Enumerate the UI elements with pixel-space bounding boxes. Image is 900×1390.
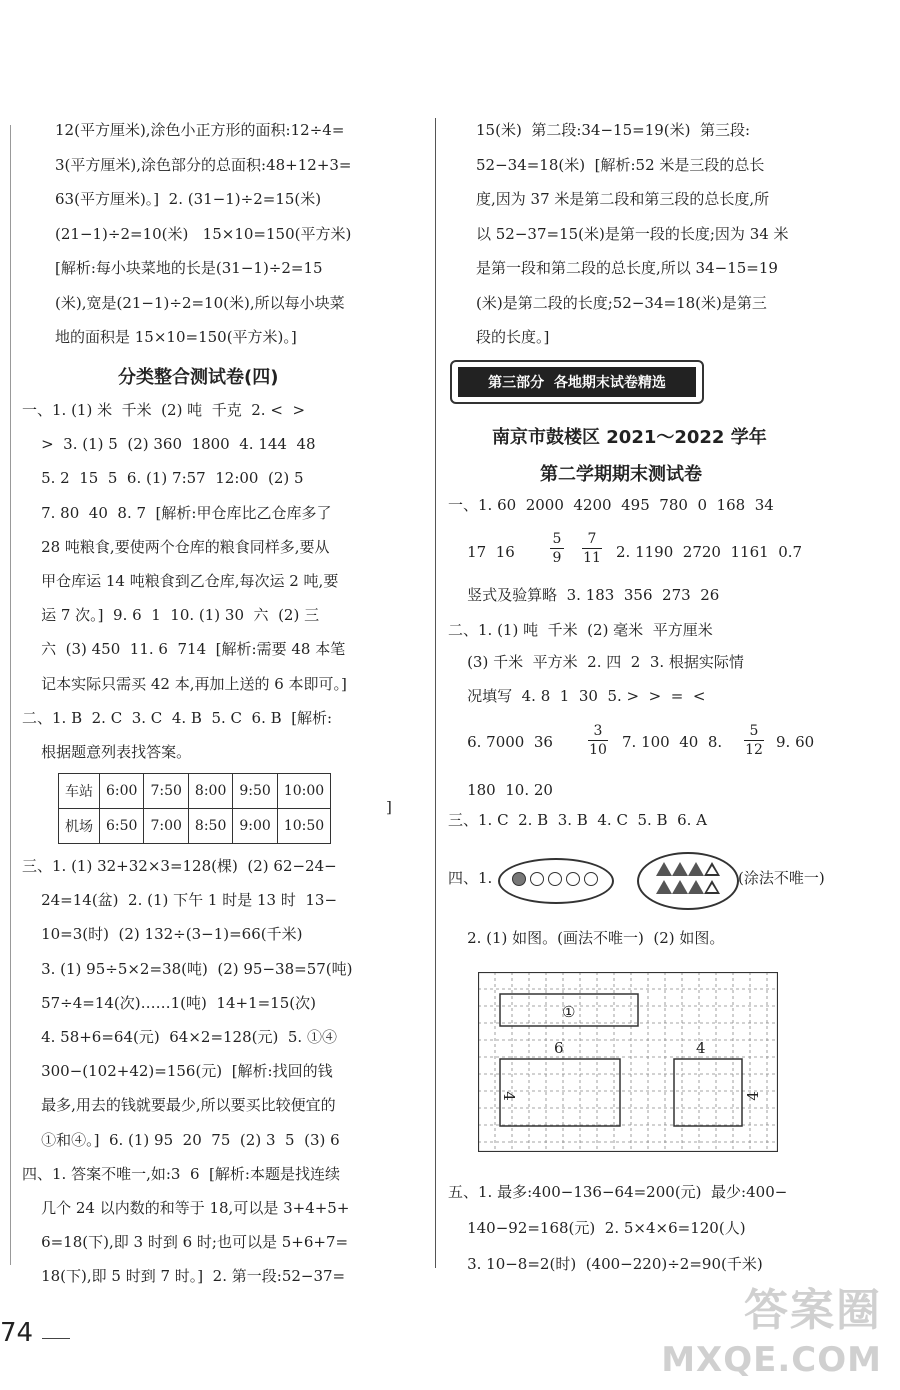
timetable <box>58 773 331 844</box>
table-cell: 7:00 <box>144 809 188 844</box>
text-line: 一、1. (1) 米 千米 (2) 吨 千克 2. < > <box>22 401 306 419</box>
text-line: 4. 58+6=64(元) 64×2=128(元) 5. ①④ <box>22 1028 337 1046</box>
text-line: 57÷4=14(次)……1(吨) 14+1=15(次) <box>22 993 316 1012</box>
fraction-3-10 <box>588 722 608 759</box>
text-line: (米)是第二段的长度;52−34=18(米)是第三 <box>476 293 767 312</box>
page-number: 74 <box>0 1318 34 1348</box>
text-line: 3. 10−8=2(时) (400−220)÷2=90(千米) <box>448 1255 763 1273</box>
text-line: 度,因为 37 米是第二段和第三段的总长度,所 <box>476 190 770 208</box>
text-line: 52−34=18(米) [解析:52 米是三段的总长 <box>476 155 765 174</box>
table-bracket: ] <box>386 798 392 816</box>
text-line: 记本实际只需买 42 本,再加上送的 6 本即可。] <box>22 674 347 693</box>
text-line: ①和④。] 6. (1) 95 20 75 (2) 3 5 (3) 6 <box>22 1130 340 1149</box>
text-line: 四、1. <box>448 869 493 887</box>
section-banner <box>450 360 704 404</box>
filled-triangle-icon <box>656 880 672 894</box>
text-line: 6=18(下),即 3 时到 6 时;也可以是 5+6+7= <box>22 1233 349 1252</box>
text-line: 63(平方厘米)。] 2. (31−1)÷2=15(米) <box>55 190 322 208</box>
row-label-station: 车站 <box>59 774 100 809</box>
empty-circle-icon <box>548 872 562 886</box>
text-line: 地的面积是 15×10=150(平方米)。] <box>55 328 297 346</box>
exam-title-line1: 南京市鼓楼区 2021～2022 学年 <box>492 427 767 448</box>
text-line: 7. 80 40 8. 7 [解析:甲仓库比乙仓库多了 <box>22 503 332 522</box>
text-line: 三、1. (1) 32+32×3=128(棵) (2) 62−24− <box>22 857 337 875</box>
watermark-url: MXQE.COM <box>661 1340 882 1380</box>
text-line: [解析:每小块菜地的长是(31−1)÷2=15 <box>55 259 323 277</box>
fraction-numerator: 7 <box>587 531 597 547</box>
table-cell: 7:50 <box>144 774 188 809</box>
text-line: 180 10. 20 <box>448 781 553 799</box>
answer-line-tail: 9. 60 <box>776 733 815 751</box>
empty-triangle-icon <box>704 862 720 876</box>
empty-circle-icon <box>584 872 598 886</box>
table-row <box>59 774 331 809</box>
text-line: 四、1. 答案不唯一,如:3 6 [解析:本题是找连续 <box>22 1164 340 1183</box>
text-line: 3. (1) 95÷5×2=38(吨) (2) 95−38=57(吨) <box>22 959 353 978</box>
fraction-denominator: 11 <box>583 550 601 566</box>
text-line: 几个 24 以内数的和等于 18,可以是 3+4+5+ <box>22 1199 350 1217</box>
text-line: 3(平方厘米),涂色部分的总面积:48+12+3= <box>55 155 352 174</box>
text-line: 18(下),即 5 时到 7 时。] 2. 第一段:52−37= <box>22 1267 346 1286</box>
length-label-4: 4 <box>696 1039 706 1057</box>
table-cell: 8:50 <box>188 809 232 844</box>
text-line: 以 52−37=15(米)是第一段的长度;因为 34 米 <box>476 224 789 243</box>
filled-triangle-icon <box>656 862 672 876</box>
text-line: 运 7 次。] 9. 6 1 10. (1) 30 六 (2) 三 <box>22 606 320 625</box>
text-line: 2. (1) 如图。(画法不唯一) (2) 如图。 <box>448 929 725 947</box>
text-line: 段的长度。] <box>476 328 550 346</box>
length-label-6: 6 <box>554 1039 564 1057</box>
fraction-numerator: 5 <box>749 723 759 739</box>
column-divider <box>435 118 436 1268</box>
fraction-7-11 <box>582 530 602 567</box>
text-line: 六 (3) 450 11. 6 714 [解析:需要 48 本笔 <box>22 640 346 659</box>
text-line: 二、1. B 2. C 3. C 4. B 5. C 6. B [解析: <box>22 708 333 727</box>
text-line: 17 16 <box>448 543 515 561</box>
text-line: 140−92=168(元) 2. 5×4×6=120(人) <box>448 1219 746 1237</box>
text-line: (米),宽是(21−1)÷2=10(米),所以每小块菜 <box>55 293 345 312</box>
fraction-numerator: 5 <box>552 531 562 547</box>
text-line: 12(平方厘米),涂色小正方形的面积:12÷4= <box>55 121 345 139</box>
fraction-denominator: 12 <box>745 742 763 758</box>
text-line: 28 吨粮食,要使两个仓库的粮食同样多,要从 <box>22 537 330 556</box>
left-section-heading: 分类整合测试卷(四) <box>118 367 279 388</box>
text-line: 10=3(时) (2) 132÷(3−1)=66(千米) <box>22 925 303 944</box>
text-line: 况填写 4. 8 1 30 5. > > = < <box>448 687 706 705</box>
grid-figure <box>478 972 778 1152</box>
filled-circle-icon <box>512 872 526 886</box>
filled-triangle-icon <box>688 862 704 876</box>
page-number-rule <box>42 1338 70 1339</box>
text-line: 一、1. 60 2000 4200 495 780 0 168 34 <box>448 496 774 514</box>
text-line: 最多,用去的钱就要最少,所以要买比较便宜的 <box>22 1096 336 1115</box>
empty-circle-icon <box>566 872 580 886</box>
filled-triangle-icon <box>688 880 704 894</box>
fraction-denominator: 9 <box>550 548 564 567</box>
text-line: 6. 7000 36 <box>448 733 553 751</box>
answer-line-tail: 2. 1190 2720 1161 0.7 <box>616 543 803 561</box>
table-row <box>59 809 331 844</box>
filled-triangle-icon <box>672 862 688 876</box>
text-line: 二、1. (1) 吨 千米 (2) 毫米 平方厘米 <box>448 621 713 639</box>
row-label-airport: 机场 <box>59 809 100 844</box>
width-label-4-left: 4 <box>499 1091 518 1101</box>
table-cell: 9:50 <box>233 774 277 809</box>
text-line: 300−(102+42)=156(元) [解析:找回的钱 <box>22 1062 333 1081</box>
table-cell: 6:50 <box>100 809 144 844</box>
text-line: 根据题意列表找答案。 <box>22 743 192 761</box>
empty-circle-icon <box>530 872 544 886</box>
text-line: (3) 千米 平方米 2. 四 2 3. 根据实际情 <box>448 653 744 671</box>
grid-lines <box>478 972 778 1152</box>
table-cell: 10:50 <box>277 809 330 844</box>
table-cell: 10:00 <box>277 774 330 809</box>
table-cell: 8:00 <box>188 774 232 809</box>
text-line: 五、1. 最多:400−136−64=200(元) 最少:400− <box>448 1183 788 1201</box>
text-line: 24=14(盆) 2. (1) 下午 1 时是 13 时 13− <box>22 891 338 910</box>
text-line: 甲仓库运 14 吨粮食到乙仓库,每次运 2 吨,要 <box>22 572 339 590</box>
exam-title-line2: 第二学期期末测试卷 <box>540 464 702 485</box>
text-line: 15(米) 第二段:34−15=19(米) 第三段: <box>476 121 751 139</box>
empty-triangle-icon <box>704 880 720 894</box>
text-line: (21−1)÷2=10(米) 15×10=150(平方米) <box>55 224 352 243</box>
fraction-numerator: 3 <box>593 723 603 739</box>
fraction-5-12 <box>744 722 764 759</box>
width-label-4-right: 4 <box>743 1091 762 1101</box>
section-banner-label: 第三部分 各地期末试卷精选 <box>458 367 696 397</box>
text-line: 是第一段和第二段的总长度,所以 34−15=19 <box>476 259 778 277</box>
text-line: 三、1. C 2. B 3. B 4. C 5. B 6. A <box>448 811 708 829</box>
watermark-logo: 答案圈 <box>744 1285 882 1336</box>
answer-line-mid: 7. 100 40 8. <box>622 733 723 751</box>
table-cell: 9:00 <box>233 809 277 844</box>
square-4-by-4 <box>674 1059 742 1126</box>
text-line: 5. 2 15 5 6. (1) 7:57 12:00 (2) 5 <box>22 469 304 488</box>
coloring-note: (涂法不唯一) <box>738 869 825 887</box>
filled-triangle-icon <box>672 880 688 894</box>
table-cell: 6:00 <box>100 774 144 809</box>
text-line: > 3. (1) 5 (2) 360 1800 4. 144 48 <box>22 435 316 454</box>
left-margin-rule <box>10 125 11 1265</box>
fraction-5-9 <box>550 530 564 567</box>
text-line: 竖式及验算略 3. 183 356 273 26 <box>448 586 720 604</box>
fraction-denominator: 10 <box>589 742 607 758</box>
circled-one-label: ① <box>562 1003 576 1021</box>
